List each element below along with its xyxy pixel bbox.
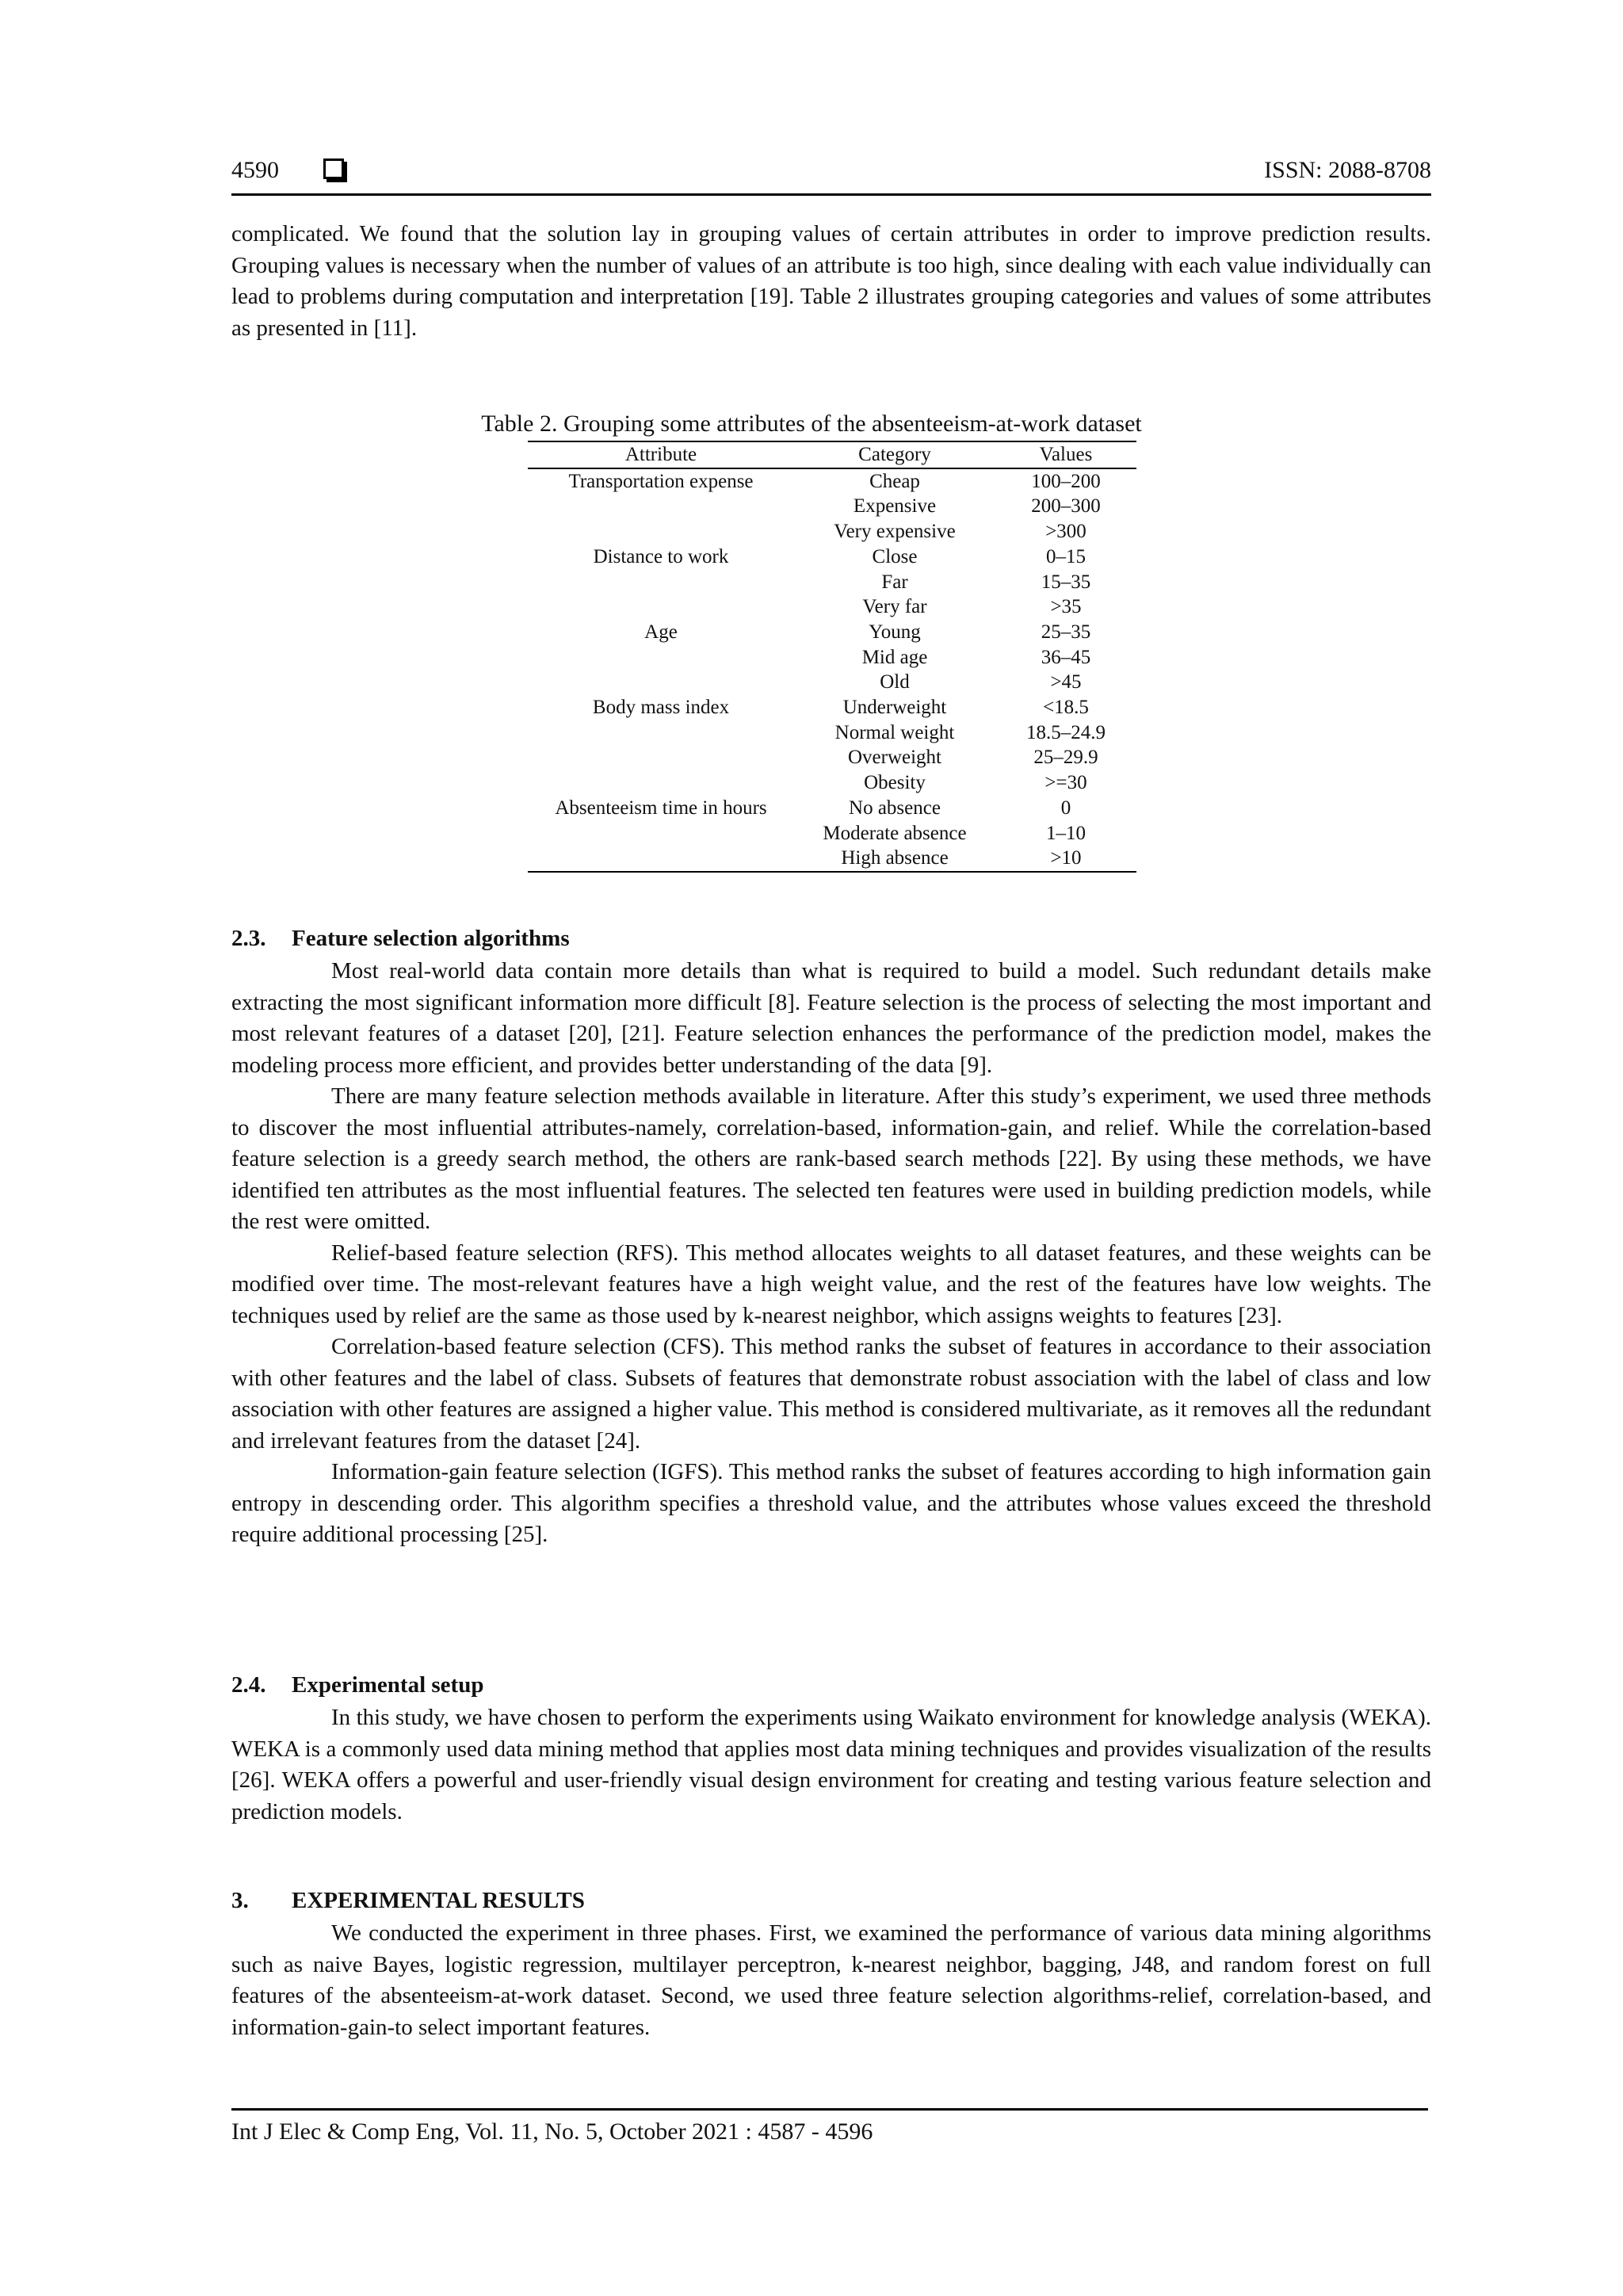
- cell-attribute: Age: [644, 621, 678, 643]
- section-2-3-body: [231, 956, 1431, 1551]
- cell-attribute: [528, 645, 794, 670]
- paragraph: In this study, we have chosen to perform the experiments using Waikato environment for knowledge analysis (WEKA). WEKA is a commonly used data mining method that applies most data mining techniques and provides visualization of the results [26]. WEKA offers a powerful and user-friendly visual design environment for creating and testing various feature selection and prediction models.: [231, 1705, 1431, 1824]
- cell-category: Far: [881, 571, 908, 593]
- paragraph: Relief-based feature selection (RFS). This method allocates weights to all dataset features, and these weights can be modified over time. The most-relevant features have a high weight value, and the rest of the features have low weights. The techniques used by relief are the same as those used by k-nearest neighbor, which assigns weights to features [23].: [231, 1240, 1431, 1328]
- paragraph: Most real-world data contain more details than what is required to build a model. Such redundant details make extracting the most significant information more difficult [8]. Feature selection is the process of selecting the most important and most relevant features of a dataset [20], [21]. Feature selection enhances the performance of the prediction model, makes the modeling process more efficient, and provides better understanding of the data [9].: [231, 958, 1431, 1078]
- table-row: [528, 796, 1136, 821]
- paragraph: We conducted the experiment in three phases. First, we examined the performance of various data mining algorithms such as naive Bayes, logistic regression, multilayer perceptron, k-nearest neighbor, bagging, J48, and random forest on full features of the absenteeism-at-work dataset. Second, we used three feature selection algorithms-relief, correlation-based, and information-gain-to select important features.: [231, 1920, 1431, 2040]
- cell-values: 1–10: [1046, 822, 1086, 844]
- cell-attribute: [528, 770, 794, 796]
- section-title: EXPERIMENTAL RESULTS: [292, 1888, 585, 1913]
- table-row: [528, 846, 1136, 872]
- intro-paragraph-block: [231, 219, 1431, 344]
- cell-values: <18.5: [1043, 697, 1089, 719]
- table-row: [528, 594, 1136, 620]
- table-row: [528, 695, 1136, 720]
- table-row: [528, 519, 1136, 544]
- cell-category: Close: [872, 545, 918, 567]
- cell-category: Old: [880, 671, 910, 693]
- cell-category: Moderate absence: [823, 822, 967, 844]
- cell-values: >35: [1050, 596, 1082, 618]
- cell-values: >45: [1050, 671, 1082, 693]
- cell-attribute: [528, 846, 794, 872]
- cell-category: Underweight: [842, 697, 947, 719]
- section-number: 2.3.: [231, 926, 266, 951]
- cell-attribute: [528, 745, 794, 770]
- table-row: [528, 770, 1136, 796]
- paragraph: There are many feature selection methods available in literature. After this study’s experiment, we used three methods to discover the most influential attributes-namely, correlation-based, information-gain, and relief. While the correlation-based feature selection is a greedy search method, the others are rank-based search methods [22]. By using these methods, we have identified ten attributes as the most influential features. The selected ten features were used in building prediction models, while the rest were omitted.: [231, 1083, 1431, 1234]
- table-row: [528, 645, 1136, 670]
- paragraph: Correlation-based feature selection (CFS). This method ranks the subset of features in accordance to their association with other features and the label of class. Subsets of features that demonstrate robust association with the label of class and low association with other features are assigned a higher value. This method is considered multivariate, as it removes all the redundant and irrelevant features from the dataset [24].: [231, 1334, 1431, 1454]
- section-title: Experimental setup: [292, 1672, 484, 1698]
- cell-attribute: Transportation expense: [568, 470, 754, 492]
- header-values: Values: [995, 441, 1136, 468]
- section-2-4-heading: [231, 1672, 483, 1698]
- cell-values: 25–35: [1041, 621, 1091, 643]
- cell-values: >10: [995, 846, 1136, 872]
- cell-values: 100–200: [1031, 470, 1101, 492]
- cell-values: 18.5–24.9: [1026, 721, 1106, 743]
- page-number: 4590: [231, 157, 279, 183]
- table-row: [528, 570, 1136, 595]
- cell-attribute: [528, 670, 794, 695]
- cell-attribute: [528, 594, 794, 620]
- cell-attribute: [528, 821, 794, 846]
- table-row: [528, 544, 1136, 570]
- cell-category: High absence: [794, 846, 995, 872]
- header-attribute: Attribute: [528, 441, 794, 468]
- journal-citation: Int J Elec & Comp Eng, Vol. 11, No. 5, October 2021 : 4587 - 4596: [231, 2118, 873, 2145]
- cell-attribute: [528, 570, 794, 595]
- cell-values: 200–300: [1031, 495, 1101, 518]
- cell-category: Very far: [862, 596, 927, 618]
- table-row: [528, 670, 1136, 695]
- table-row: [528, 468, 1136, 495]
- section-title: Feature selection algorithms: [292, 926, 570, 951]
- page-footer: [231, 2108, 1428, 2145]
- table-row: [528, 494, 1136, 519]
- grouping-table: [528, 441, 1136, 873]
- cell-category: Cheap: [869, 470, 920, 492]
- table-header-row: [528, 441, 1136, 468]
- section-number: 3.: [231, 1888, 249, 1913]
- cell-category: Mid age: [861, 646, 928, 668]
- table-row: [528, 821, 1136, 846]
- table-row: [528, 720, 1136, 746]
- paragraph: Information-gain feature selection (IGFS). This method ranks the subset of features according to high information gain entropy in descending order. This algorithm specifies a threshold value, and the attributes whose values exceed the threshold require additional processing [25].: [231, 1459, 1431, 1547]
- section-3-heading: [231, 1888, 585, 1914]
- cell-values: 0: [1060, 797, 1071, 819]
- page-header: [231, 155, 1431, 196]
- intro-paragraph: complicated. We found that the solution lay in grouping values of certain attributes in order to improve prediction results. Grouping values is necessary when the number of values of an attribute is too high, since dealing with each value individually can lead to problems during computation and interpretation [19]. Table 2 illustrates grouping categories and values of some attributes as presented in [11].: [231, 221, 1431, 341]
- table-row: [528, 745, 1136, 770]
- cell-category: Normal weight: [834, 721, 955, 743]
- section-2-3-heading: [231, 926, 570, 952]
- section-number: 2.4.: [231, 1672, 266, 1698]
- cell-attribute: Distance to work: [593, 545, 729, 567]
- header-category: Category: [794, 441, 995, 468]
- cell-values: 0–15: [1046, 545, 1086, 567]
- cell-category: Very expensive: [834, 521, 956, 543]
- cell-category: Obesity: [864, 772, 926, 794]
- square-icon: [323, 159, 344, 179]
- section-2-4-body: [231, 1702, 1431, 1828]
- issn-label: ISSN: 2088-8708: [1264, 157, 1431, 183]
- cell-category: Young: [869, 621, 921, 643]
- cell-values: 25–29.9: [1033, 747, 1098, 769]
- cell-values: 36–45: [1041, 646, 1091, 668]
- cell-category: No absence: [849, 797, 941, 819]
- cell-attribute: [528, 494, 794, 519]
- cell-values: >=30: [1044, 772, 1087, 794]
- table-row: [528, 620, 1136, 645]
- cell-category: Expensive: [853, 495, 937, 518]
- cell-category: Overweight: [847, 747, 942, 769]
- table-caption: Table 2. Grouping some attributes of the absenteeism-at-work dataset: [481, 411, 1142, 437]
- cell-values: >300: [1045, 521, 1086, 543]
- section-3-body: [231, 1918, 1431, 2043]
- cell-values: 15–35: [1041, 571, 1091, 593]
- cell-attribute: [528, 720, 794, 746]
- cell-attribute: Absenteeism time in hours: [555, 797, 767, 819]
- cell-attribute: Body mass index: [592, 697, 730, 719]
- cell-attribute: [528, 519, 794, 544]
